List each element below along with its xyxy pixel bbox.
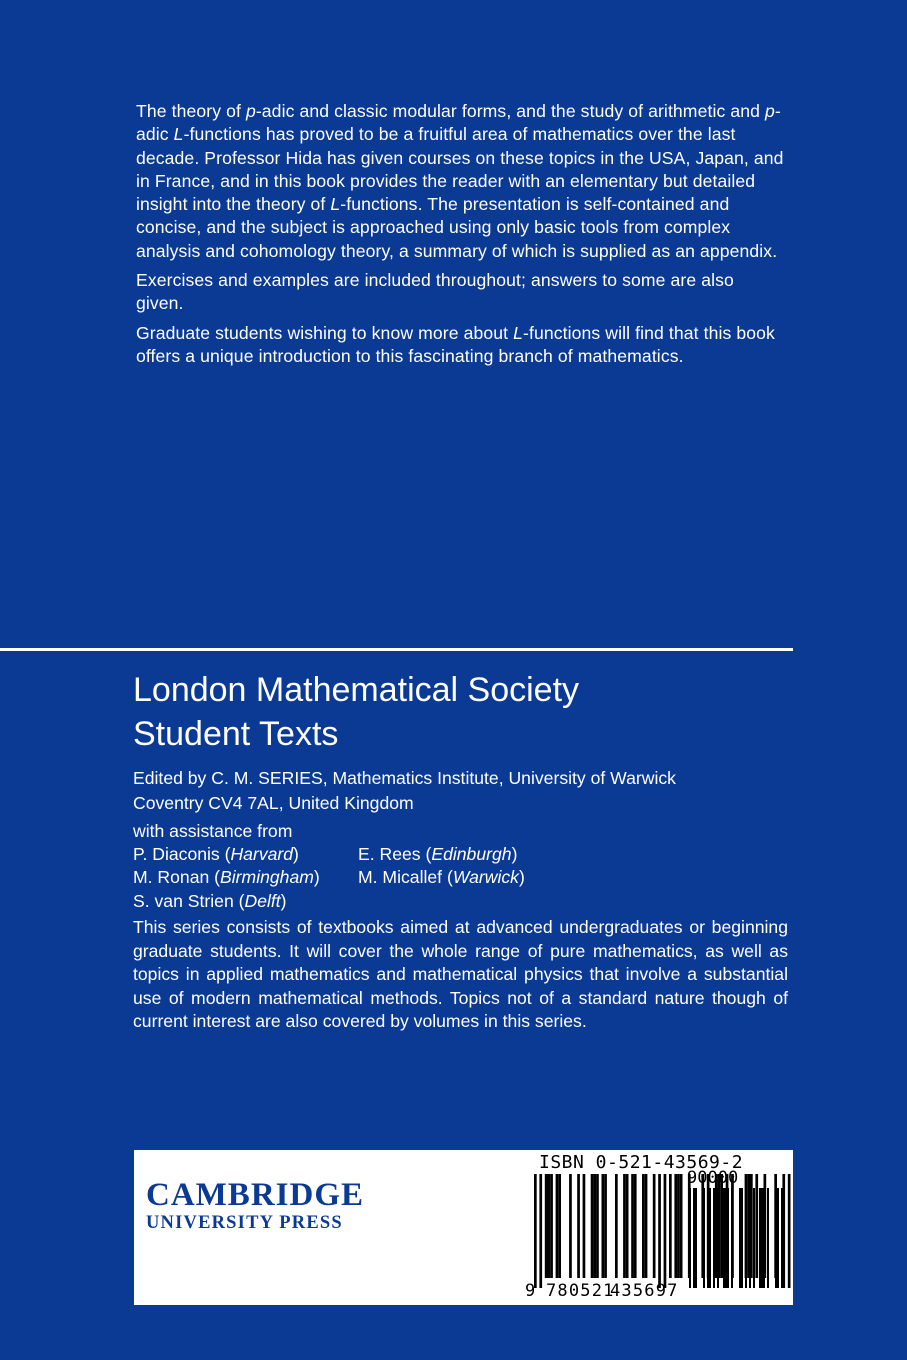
addon-bar (767, 1188, 769, 1288)
barcode-bar (634, 1174, 637, 1278)
barcode-bar (545, 1174, 548, 1278)
barcode-bar (669, 1174, 672, 1278)
blurb-paragraph-2: Exercises and examples are included throughout; answers to some are also given. (136, 270, 734, 314)
addon-bar (713, 1188, 715, 1288)
barcode-bar (569, 1174, 572, 1278)
addon-bar (739, 1188, 741, 1288)
barcode-bar (664, 1174, 667, 1288)
barcode-bar (558, 1174, 561, 1278)
addon-bar (745, 1188, 747, 1288)
ean-first-digit: 9 (525, 1281, 536, 1301)
divider-rule (0, 648, 793, 651)
barcode-bar (642, 1174, 645, 1278)
addon-bar (723, 1188, 725, 1288)
barcode-bar (755, 1174, 758, 1278)
barcode-bar (677, 1174, 680, 1278)
series-title-line-2: Student Texts (133, 715, 339, 753)
addon-bar (781, 1188, 783, 1288)
barcode-bar (615, 1174, 618, 1278)
barcode-bar (548, 1174, 551, 1278)
series-editor (133, 766, 788, 816)
barcode-bar (680, 1174, 683, 1278)
addon-bar (695, 1188, 697, 1288)
addon-bar (709, 1188, 711, 1288)
barcode-bar (658, 1174, 661, 1288)
addon-bar (717, 1188, 719, 1288)
barcode (134, 1150, 793, 1305)
assistant: S. van Strien (Delft) (133, 890, 287, 911)
barcode-bar (645, 1174, 648, 1278)
addon-bar (753, 1188, 755, 1288)
addon-bar (777, 1188, 779, 1288)
barcode-bar (550, 1174, 553, 1278)
addon-bar (689, 1188, 691, 1288)
addon-bar (693, 1188, 695, 1288)
barcode-bar (623, 1174, 626, 1278)
blurb-paragraph-3: Graduate students wishing to know more about L-functions will find that this book offers a unique introduction to this fascinating branch of mathematics. (136, 322, 775, 366)
addon-bar (703, 1188, 705, 1288)
barcode-bar (539, 1174, 542, 1288)
isbn-text: ISBN 0-521-43569-2 (539, 1152, 744, 1173)
addon-bar (707, 1188, 709, 1288)
assistant: M. Ronan (Birmingham) (133, 867, 320, 888)
publisher-barcode-panel (134, 1150, 793, 1305)
addon-bar (749, 1188, 751, 1288)
barcode-bar (631, 1174, 634, 1278)
barcode-bar (556, 1174, 559, 1278)
publisher-subname: UNIVERSITY PRESS (146, 1213, 343, 1233)
addon-bar (763, 1188, 765, 1288)
addon-bar (759, 1188, 761, 1288)
editor-line-1: Edited by C. M. SERIES, Mathematics Institute, University of Warwick (133, 768, 676, 788)
barcode-bar (788, 1174, 791, 1288)
assistant: P. Diaconis (Harvard) (133, 844, 299, 865)
barcode-bar (591, 1174, 594, 1278)
book-blurb (136, 100, 786, 374)
barcode-bar (604, 1174, 607, 1278)
barcode-bar (534, 1174, 537, 1288)
publisher-name: CAMBRIDGE (146, 1177, 365, 1213)
ean-left-digits: 780521 (546, 1281, 615, 1301)
addon-bar (727, 1188, 729, 1288)
editor-line-2: Coventry CV4 7AL, United Kingdom (133, 793, 414, 813)
barcode-bar (593, 1174, 596, 1278)
addon-bar (761, 1188, 763, 1288)
addon-bar (741, 1188, 743, 1288)
barcode-bar (626, 1174, 629, 1278)
ean-right-digits: 435697 (610, 1281, 679, 1301)
barcode-bar (602, 1174, 605, 1278)
addon-bar (775, 1188, 777, 1288)
barcode-bar (720, 1174, 723, 1278)
blurb-paragraph-1: The theory of p-adic and classic modular forms, and the study of arithmetic and p-adic L-functions has proved to be a fruitful area of mathematics over the last decade. Professor Hida has given courses on these topics in the USA, Japan, and in France, and in this book provides the reader with an elementary but detailed insight into the theory of L-functions. The presentation is self-contained and concise, and the subject is approached using only basic tools from complex analysis and cohomology theory, a summary of which is supplied as an appendix. (136, 101, 784, 261)
barcode-bar (596, 1174, 599, 1278)
assistants-block (133, 820, 788, 913)
addon-bar (731, 1188, 733, 1288)
series-title-line-1: London Mathematical Society (133, 671, 580, 709)
assistant: M. Micallef (Warwick) (358, 867, 525, 888)
ean-bars (534, 1174, 791, 1288)
barcode-bar (653, 1174, 656, 1278)
assist-label: with assistance from (133, 821, 293, 841)
addon-bars (689, 1188, 783, 1288)
assistants-list (133, 843, 788, 913)
barcode-bar (674, 1174, 677, 1278)
barcode-bar (583, 1174, 586, 1278)
price-code: 90000 (687, 1168, 739, 1188)
series-description: This series consists of textbooks aimed at advanced undergraduates or beginning graduate students. It will cover the whole range of pure mathematics, as well as topics in applied mathematics and mathematical physics that involve a substantial use of modern mathematical methods. Topics not of a standard nature though of current interest are also covered by volumes in this series. (133, 917, 788, 1031)
barcode-bar (577, 1174, 580, 1278)
series-title (133, 668, 793, 756)
assistant: E. Rees (Edinburgh) (358, 844, 518, 865)
addon-bar (725, 1188, 727, 1288)
